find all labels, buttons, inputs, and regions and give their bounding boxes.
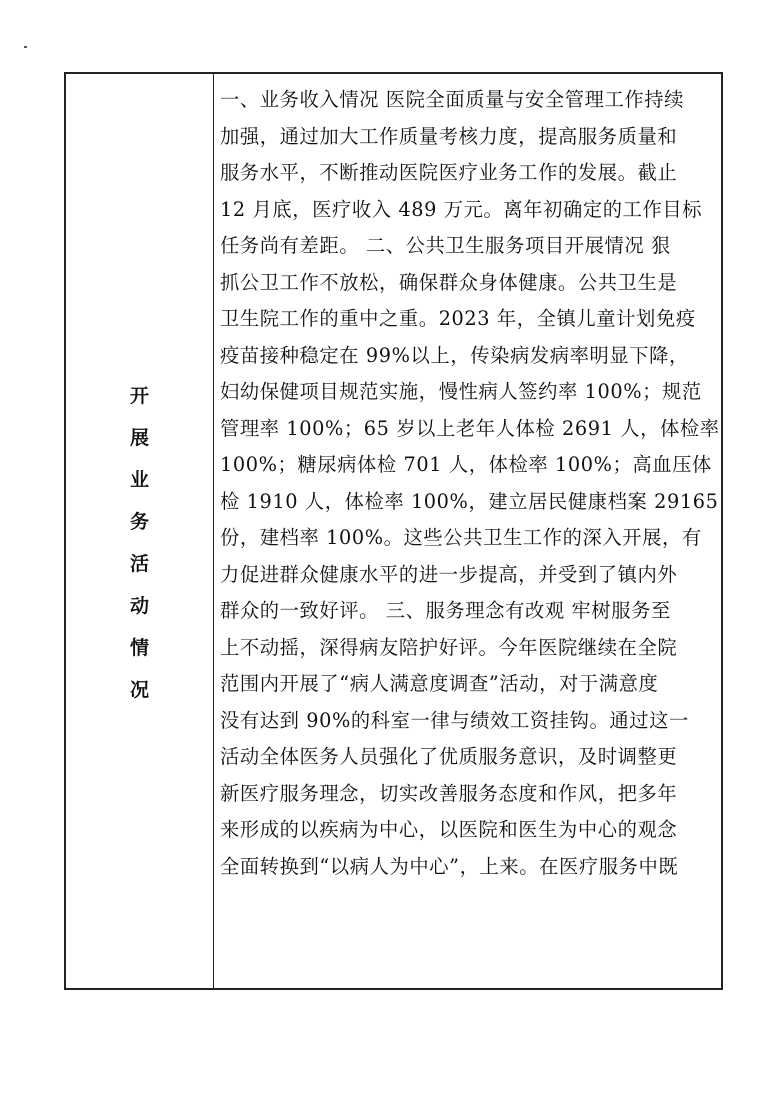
row-label-char: 展	[129, 427, 149, 449]
report-table	[64, 72, 723, 990]
content-line: 检 1910 人，体检率 100%，建立居民健康档案 29165	[220, 489, 719, 513]
row-label-char: 情	[129, 637, 149, 659]
row-label-char: 动	[129, 595, 149, 617]
row-label-char: 开	[129, 385, 149, 407]
row-label-char: 况	[129, 679, 149, 701]
content-line: 服务水平，不断推动医院医疗业务工作的发展。截止	[220, 161, 678, 184]
content-line: 全面转换到“以病人为中心”，上来。在医疗服务中既	[220, 854, 679, 878]
content-line: 新医疗服务理念，切实改善服务态度和作风，把多年	[220, 781, 678, 805]
content-line: 来形成的以疾病为中心，以医院和医生为中心的观念	[220, 818, 678, 841]
content-line: 12 月底，医疗收入 489 万元。离年初确定的工作目标	[220, 197, 703, 221]
content-line: 群众的一致好评。 三、服务理念有改观 牢树服务至	[220, 599, 671, 622]
content-line: 100%；糖尿病体检 701 人，体检率 100%；高血压体	[220, 453, 712, 476]
content-line: 抓公卫工作不放松，确保群众身体健康。公共卫生是	[220, 270, 678, 294]
content-line: 任务尚有差距。 二、公共卫生服务项目开展情况 狠	[220, 234, 671, 257]
content-line: 卫生院工作的重中之重。2023 年，全镇儿童计划免疫	[220, 307, 696, 330]
row-label-char: 业	[129, 469, 149, 491]
row-label	[66, 386, 213, 722]
row-label-char: 务	[129, 511, 149, 533]
content-line: 一、业务收入情况 医院全面质量与安全管理工作持续	[220, 88, 684, 111]
content-line: 疫苗接种稳定在 99%以上，传染病发病率明显下降，	[220, 343, 689, 367]
content-line: 上不动摇，深得病友陪护好评。今年医院继续在全院	[220, 635, 678, 659]
content-line: 力促进群众健康水平的进一步提高，并受到了镇内外	[220, 562, 678, 586]
content-line: 没有达到 90%的科室一律与绩效工资挂钩。通过这一	[220, 708, 689, 732]
row-label-cell	[66, 74, 214, 988]
content-line: 妇幼保健项目规范实施，慢性病人签约率 100%；规范	[220, 380, 702, 403]
content-line: 活动全体医务人员强化了优质服务意识，及时调整更	[220, 745, 678, 768]
scan-speck	[24, 46, 27, 48]
row-label-char: 活	[129, 553, 149, 575]
content-line: 管理率 100%；65 岁以上老年人体检 2691 人，体检率	[220, 416, 720, 440]
content-line: 加强，通过加大工作质量考核力度，提高服务质量和	[220, 124, 678, 148]
content-line: 份，建档率 100%。这些公共卫生工作的深入开展，有	[220, 526, 702, 549]
content-line: 范围内开展了“病人满意度调查”活动，对于满意度	[220, 672, 659, 695]
content-cell	[214, 74, 721, 988]
